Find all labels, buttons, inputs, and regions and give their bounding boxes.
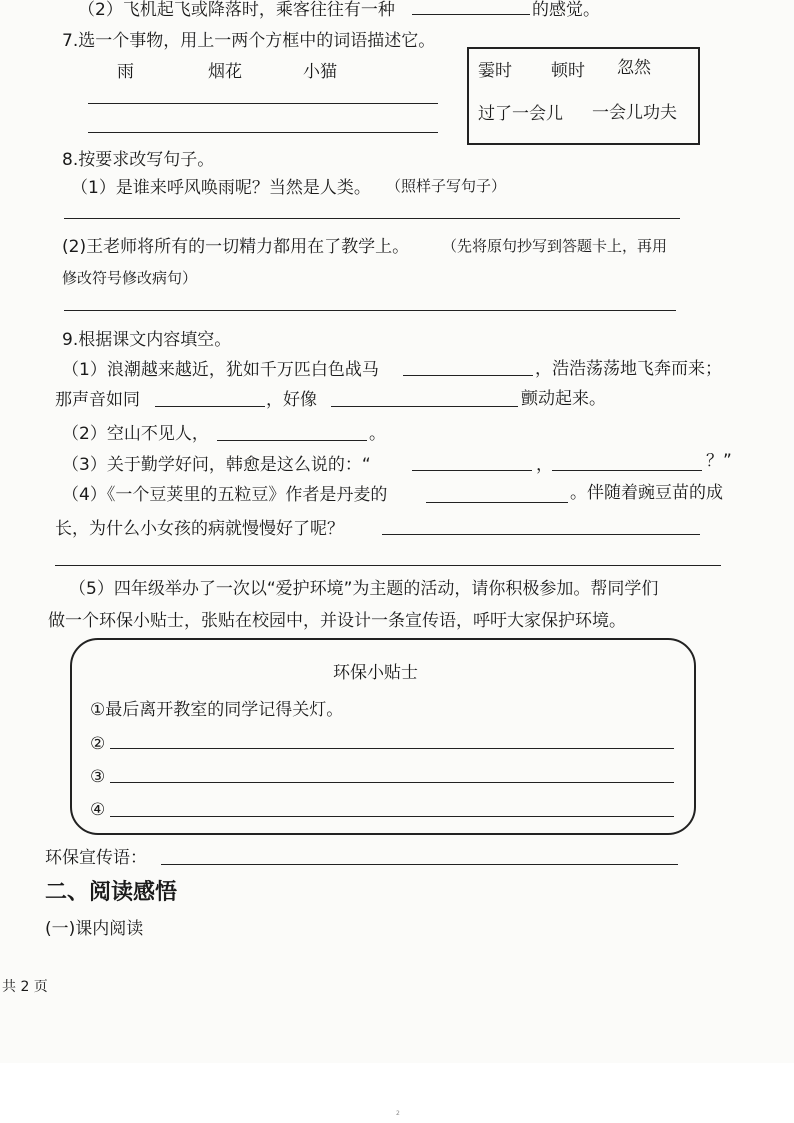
q8-s2: (2)王老师将所有的一切精力都用在了教学上。 [62,237,410,257]
eco-tip-4-blank[interactable] [110,816,674,817]
q8-s2-note-a: （先将原句抄写到答题卡上，再用 [442,237,668,255]
eco-tip-3-label: ③ [90,767,106,787]
section-heading: 二、阅读感悟 [45,880,178,905]
q9-title: 9.根据课文内容填空。 [62,330,232,350]
q7-word-2: 顿时 [551,61,585,81]
q9-s1-blank-1[interactable] [403,375,533,376]
q9-s2: （2）空山不见人， [62,424,209,444]
q7-answer-line-2[interactable] [88,132,438,133]
q9-s2-end: 。 [369,424,386,444]
eco-tip-2-label: ② [90,734,106,754]
q9-s1-blank-2[interactable] [155,406,265,407]
q7-prompt: 7.选一个事物，用上一两个方框中的词语描述它。 [62,31,436,51]
q7-answer-line-1[interactable] [88,103,438,104]
q9-s3-blank-2[interactable] [552,470,702,471]
q6-sub2-end: 的感觉。 [532,0,600,20]
q7-word-4: 过了一会儿 [478,104,563,124]
q9-s1-blank-3[interactable] [331,406,518,407]
q8-s1: （1）是谁来呼风唤雨呢？当然是人类。 [71,178,371,198]
eco-tips-title: 环保小贴士 [333,663,418,683]
q9-s1-d: ，好像 [266,390,317,410]
eco-tip-3-blank[interactable] [110,782,674,783]
section-subheading: (一)课内阅读 [45,919,144,939]
eco-tip-1: ①最后离开教室的同学记得关灯。 [90,700,344,720]
q8-s1-note: （照样子写句子） [386,177,507,195]
q8-answer-line-2[interactable] [64,310,676,311]
page-count: 共 2 页 [2,979,48,995]
q7-word-5: 一会儿功夫 [592,103,677,123]
q9-s3: （3）关于勤学好问，韩愈是这么说的：“ [62,455,371,475]
q8-title: 8.按要求改写句子。 [62,150,215,170]
q8-answer-line-1[interactable] [64,218,680,219]
q9-s4-blank-1[interactable] [426,502,568,503]
q8-s2-note-b: 修改符号修改病句） [62,269,198,287]
slogan-blank[interactable] [161,864,678,865]
q9-s3-mid: ， [536,455,553,475]
page-mark: 2 [396,1110,400,1117]
eco-tip-2-blank[interactable] [110,748,674,749]
q7-word-1: 霎时 [478,61,512,81]
q9-s3-blank-1[interactable] [412,470,532,471]
q9-s4-blank-3[interactable] [55,565,721,566]
q9-s1-e: 颤动起来。 [521,389,606,409]
q9-s1-a: （1）浪潮越来越近，犹如千万匹白色战马 [62,360,379,380]
q9-s4-a: （4）《一个豆荚里的五粒豆》作者是丹麦的 [62,485,388,505]
q7-thing-kitten: 小猫 [303,62,337,82]
q9-s1-c: 那声音如同 [55,390,140,410]
q9-s4-c: 长，为什么小女孩的病就慢慢好了呢？ [55,519,344,539]
q9-s5-b: 做一个环保小贴士，张贴在校园中，并设计一条宣传语，呼吁大家保护环境。 [48,611,626,631]
q9-s5-a: （5）四年级举办了一次以“爱护环境”为主题的活动，请你积极参加。帮同学们 [69,579,659,599]
q7-word-3: 忽然 [617,58,651,78]
q9-s1-b: ，浩浩荡荡地飞奔而来； [535,359,722,379]
q6-sub2-text: （2）飞机起飞或降落时，乘客往往有一种 [78,0,395,20]
q9-s4-b: 。伴随着豌豆苗的成 [570,483,723,503]
q6-answer-blank[interactable] [412,14,530,15]
q9-s4-blank-2[interactable] [382,534,700,535]
eco-tip-4-label: ④ [90,800,106,820]
slogan-label: 环保宣传语： [45,848,147,868]
q7-thing-rain: 雨 [117,62,134,82]
q9-s3-end: ？” [706,451,732,471]
q7-thing-fireworks: 烟花 [208,62,242,82]
q9-s2-blank[interactable] [217,440,367,441]
